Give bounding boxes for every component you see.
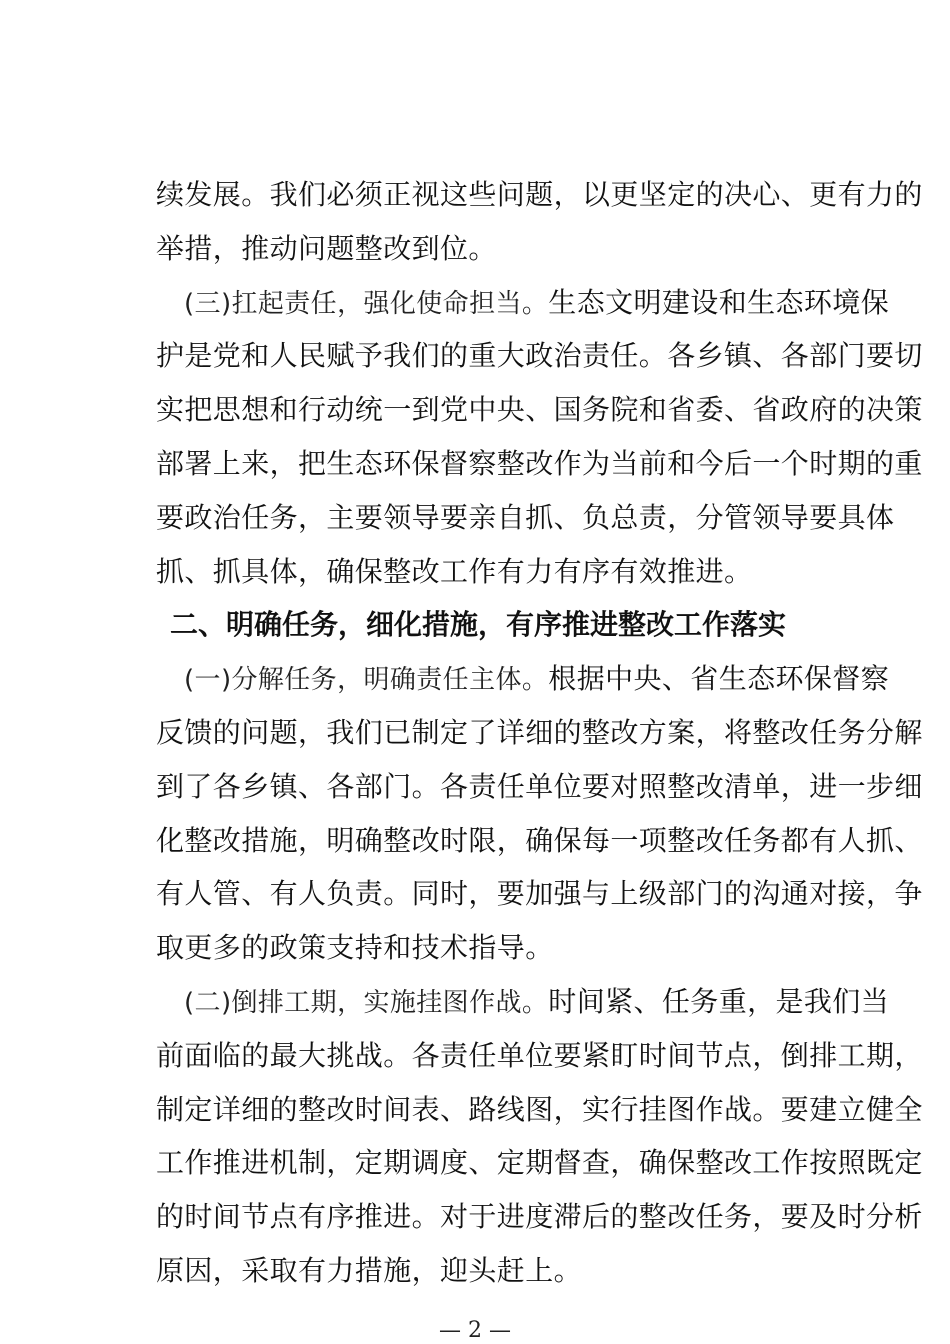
subsection-lead: (一)分解任务，明确责任主体。 xyxy=(184,665,549,696)
page-number: — 2 — xyxy=(439,1318,511,1343)
paragraph-line: 实把思想和行动统一到党中央、国务院和省委、省政府的决策 xyxy=(156,393,923,427)
paragraph-line: 有人管、有人负责。同时，要加强与上级部门的沟通对接，争 xyxy=(156,877,923,911)
paragraph-line: 到了各乡镇、各部门。各责任单位要对照整改清单，进一步细 xyxy=(156,769,923,803)
subsection-lead: (三)扛起责任，强化使命担当。 xyxy=(184,288,549,319)
paragraph-line: 护是党和人民赋予我们的重大政治责任。各乡镇、各部门要切 xyxy=(156,339,923,373)
paragraph-line: 原因，采取有力措施，迎头赶上。 xyxy=(156,1253,583,1287)
paragraph-line: 工作推进机制，定期调度、定期督查，确保整改工作按照既定 xyxy=(156,1146,923,1180)
paragraph-line: 制定详细的整改时间表、路线图，实行挂图作战。要建立健全 xyxy=(156,1092,923,1126)
paragraph-line: (二)倒排工期，实施挂图作战。时间紧、任务重，是我们当 xyxy=(184,984,890,1018)
paragraph-line: 举措，推动问题整改到位。 xyxy=(156,231,497,265)
paragraph-line: 要政治任务，主要领导要亲自抓、负总责，分管领导要具体 xyxy=(156,500,895,534)
paragraph-line: 抓、抓具体，确保整改工作有力有序有效推进。 xyxy=(156,554,753,588)
paragraph-line: 前面临的最大挑战。各责任单位要紧盯时间节点，倒排工期， xyxy=(156,1038,923,1072)
paragraph-line: 部署上来，把生态环保督察整改作为当前和今后一个时期的重 xyxy=(156,446,923,480)
paragraph-line: 取更多的政策支持和技术指导。 xyxy=(156,931,554,965)
paragraph-line: (三)扛起责任，强化使命担当。生态文明建设和生态环境保 xyxy=(184,285,890,319)
subsection-lead: (二)倒排工期，实施挂图作战。 xyxy=(184,987,549,1018)
paragraph-line: 反馈的问题，我们已制定了详细的整改方案，将整改任务分解 xyxy=(156,715,923,749)
body-text xyxy=(156,168,923,1298)
section-heading: 二、明确任务，细化措施，有序推进整改工作落实 xyxy=(170,608,787,642)
paragraph-line: 化整改措施，明确整改时限，确保每一项整改任务都有人抓、 xyxy=(156,823,923,857)
paragraph-line: (一)分解任务，明确责任主体。根据中央、省生态环保督察 xyxy=(184,662,890,696)
paragraph-line: 续发展。我们必须正视这些问题，以更坚定的决心、更有力的 xyxy=(156,178,923,211)
paragraph-line: 的时间节点有序推进。对于进度滞后的整改任务，要及时分析 xyxy=(156,1200,923,1234)
